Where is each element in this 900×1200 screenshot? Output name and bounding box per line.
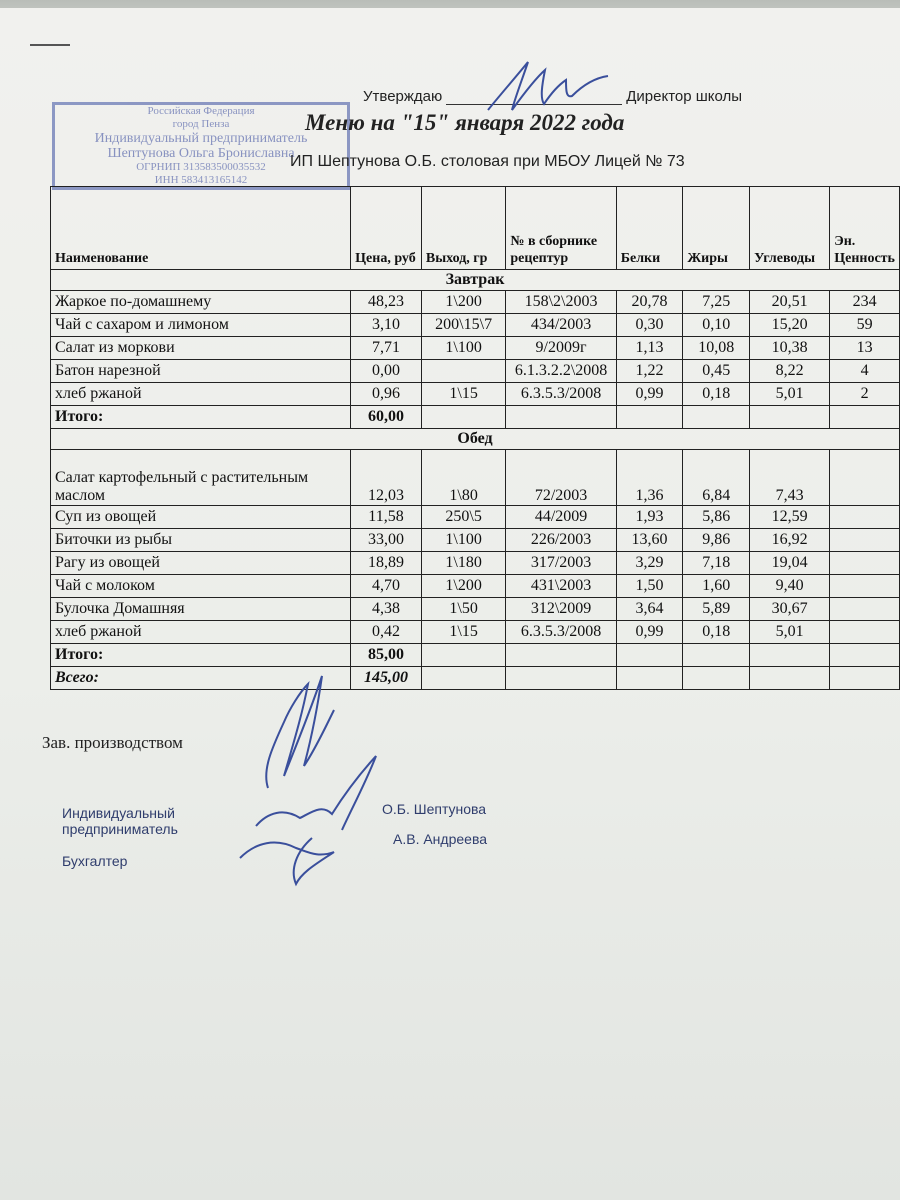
empty-cell xyxy=(830,667,900,690)
cell-fat: 5,89 xyxy=(683,598,750,621)
table-row xyxy=(51,383,900,406)
cell-name: Биточки из рыбы xyxy=(51,529,351,552)
cell-energy xyxy=(830,575,900,598)
section-label: Обед xyxy=(51,429,900,450)
empty-cell xyxy=(506,667,616,690)
stamp-line: Индивидуальный предприниматель xyxy=(94,131,308,146)
cell-fat: 0,18 xyxy=(683,383,750,406)
cell-name: Жаркое по-домашнему xyxy=(51,291,351,314)
total-value: 60,00 xyxy=(351,406,422,429)
cell-recipe: 317/2003 xyxy=(506,552,616,575)
header-yield: Выход, гр xyxy=(421,187,506,270)
cell-protein: 13,60 xyxy=(616,529,683,552)
cell-energy xyxy=(830,506,900,529)
cell-carbs: 19,04 xyxy=(750,552,830,575)
header-protein: Белки xyxy=(616,187,683,270)
accountant-name: А.В. Андреева xyxy=(393,831,488,847)
cell-fat: 9,86 xyxy=(683,529,750,552)
empty-cell xyxy=(506,406,616,429)
margin-mark xyxy=(30,44,70,46)
cell-energy xyxy=(830,529,900,552)
cell-energy xyxy=(830,552,900,575)
cell-recipe: 6.3.5.3/2008 xyxy=(506,383,616,406)
approval-line xyxy=(363,88,742,105)
cell-energy: 4 xyxy=(830,360,900,383)
empty-cell xyxy=(830,644,900,667)
cell-fat: 0,45 xyxy=(683,360,750,383)
cell-recipe: 226/2003 xyxy=(506,529,616,552)
total-row-lunch xyxy=(51,644,900,667)
cell-recipe: 6.3.5.3/2008 xyxy=(506,621,616,644)
cell-yield: 1\15 xyxy=(421,621,506,644)
cell-protein: 20,78 xyxy=(616,291,683,314)
cell-energy: 13 xyxy=(830,337,900,360)
cell-yield: 250\5 xyxy=(421,506,506,529)
cell-price: 0,96 xyxy=(351,383,422,406)
approve-label: Утверждаю xyxy=(363,88,443,105)
cell-recipe: 434/2003 xyxy=(506,314,616,337)
cell-price: 0,00 xyxy=(351,360,422,383)
menu-table xyxy=(50,186,900,690)
cell-name: хлеб ржаной xyxy=(51,383,351,406)
empty-cell xyxy=(750,667,830,690)
cell-name: Чай с сахаром и лимоном xyxy=(51,314,351,337)
table-row xyxy=(51,575,900,598)
cell-protein: 1,50 xyxy=(616,575,683,598)
empty-cell xyxy=(421,406,506,429)
header-fat: Жиры xyxy=(683,187,750,270)
table-row xyxy=(51,621,900,644)
stamp-line: ИНН 583413165142 xyxy=(154,174,248,186)
cell-price: 0,42 xyxy=(351,621,422,644)
table-row xyxy=(51,337,900,360)
cell-price: 33,00 xyxy=(351,529,422,552)
cell-price: 12,03 xyxy=(351,450,422,506)
header-recipe: № в сборнике рецептур xyxy=(506,187,616,270)
cell-price: 18,89 xyxy=(351,552,422,575)
cell-protein: 0,99 xyxy=(616,621,683,644)
entrepreneur-label: предприниматель xyxy=(62,821,178,837)
cell-energy: 234 xyxy=(830,291,900,314)
page-title: Меню на "15" января 2022 года xyxy=(305,110,625,135)
grand-total-row xyxy=(51,667,900,690)
cell-yield: 1\200 xyxy=(421,575,506,598)
cell-recipe: 72/2003 xyxy=(506,450,616,506)
cell-protein: 1,22 xyxy=(616,360,683,383)
cell-carbs: 16,92 xyxy=(750,529,830,552)
approve-role: Директор школы xyxy=(626,88,743,105)
empty-cell xyxy=(421,644,506,667)
cell-carbs: 12,59 xyxy=(750,506,830,529)
cell-price: 7,71 xyxy=(351,337,422,360)
total-row-breakfast xyxy=(51,406,900,429)
cell-protein: 0,99 xyxy=(616,383,683,406)
cell-carbs: 8,22 xyxy=(750,360,830,383)
table-row xyxy=(51,552,900,575)
table-row xyxy=(51,450,900,506)
page-subtitle: ИП Шептунова О.Б. столовая при МБОУ Лицей № 73 xyxy=(290,153,685,170)
cell-carbs: 15,20 xyxy=(750,314,830,337)
total-label: Всего: xyxy=(51,667,351,690)
cell-price: 11,58 xyxy=(351,506,422,529)
cell-recipe: 9/2009г xyxy=(506,337,616,360)
cell-carbs: 20,51 xyxy=(750,291,830,314)
cell-price: 3,10 xyxy=(351,314,422,337)
cell-fat: 7,25 xyxy=(683,291,750,314)
empty-cell xyxy=(683,667,750,690)
empty-cell xyxy=(616,644,683,667)
header-energy: Эн. Ценность xyxy=(830,187,900,270)
cell-energy: 59 xyxy=(830,314,900,337)
cell-carbs: 5,01 xyxy=(750,383,830,406)
stamp-line: ОГРНИП 313583500035532 xyxy=(136,161,266,173)
signature-line xyxy=(446,104,622,105)
empty-cell xyxy=(683,406,750,429)
header-price: Цена, руб xyxy=(351,187,422,270)
cell-protein: 1,36 xyxy=(616,450,683,506)
empty-cell xyxy=(506,644,616,667)
entrepreneur-label: Индивидуальный xyxy=(62,805,175,821)
empty-cell xyxy=(683,644,750,667)
cell-carbs: 30,67 xyxy=(750,598,830,621)
table-row xyxy=(51,291,900,314)
table-row xyxy=(51,314,900,337)
cell-yield: 200\15\7 xyxy=(421,314,506,337)
cell-yield: 1\50 xyxy=(421,598,506,621)
cell-fat: 1,60 xyxy=(683,575,750,598)
table-row xyxy=(51,360,900,383)
cell-name: Салат картофельный с растительным маслом xyxy=(51,450,351,506)
cell-energy xyxy=(830,450,900,506)
cell-yield: 1\100 xyxy=(421,529,506,552)
header-carbs: Углеводы xyxy=(750,187,830,270)
cell-yield: 1\80 xyxy=(421,450,506,506)
stamp-line: город Пенза xyxy=(172,118,230,130)
cell-energy xyxy=(830,621,900,644)
empty-cell xyxy=(830,406,900,429)
cell-carbs: 10,38 xyxy=(750,337,830,360)
cell-recipe: 431\2003 xyxy=(506,575,616,598)
table-body xyxy=(51,270,900,690)
header-name: Наименование xyxy=(51,187,351,270)
cell-yield: 1\15 xyxy=(421,383,506,406)
cell-price: 4,38 xyxy=(351,598,422,621)
empty-cell xyxy=(750,644,830,667)
table-row xyxy=(51,529,900,552)
cell-name: Рагу из овощей xyxy=(51,552,351,575)
stamp-line: Российская Федерация xyxy=(147,105,255,117)
cell-fat: 0,18 xyxy=(683,621,750,644)
cell-fat: 6,84 xyxy=(683,450,750,506)
total-label: Итого: xyxy=(51,644,351,667)
total-value: 145,00 xyxy=(351,667,422,690)
cell-protein: 1,93 xyxy=(616,506,683,529)
cell-price: 4,70 xyxy=(351,575,422,598)
cell-protein: 0,30 xyxy=(616,314,683,337)
cell-protein: 3,64 xyxy=(616,598,683,621)
cell-yield: 1\180 xyxy=(421,552,506,575)
section-label: Завтрак xyxy=(51,270,900,291)
cell-name: хлеб ржаной xyxy=(51,621,351,644)
cell-yield: 1\100 xyxy=(421,337,506,360)
cell-protein: 3,29 xyxy=(616,552,683,575)
table-row xyxy=(51,598,900,621)
empty-cell xyxy=(616,406,683,429)
cell-fat: 7,18 xyxy=(683,552,750,575)
cell-recipe: 44/2009 xyxy=(506,506,616,529)
section-row-breakfast xyxy=(51,270,900,291)
cell-protein: 1,13 xyxy=(616,337,683,360)
cell-name: Суп из овощей xyxy=(51,506,351,529)
cell-fat: 5,86 xyxy=(683,506,750,529)
cell-energy xyxy=(830,598,900,621)
stamp-line: Шептунова Ольга Брониславна xyxy=(107,146,295,161)
cell-name: Чай с молоком xyxy=(51,575,351,598)
cell-price: 48,23 xyxy=(351,291,422,314)
cell-name: Батон нарезной xyxy=(51,360,351,383)
cell-carbs: 9,40 xyxy=(750,575,830,598)
accountant-label: Бухгалтер xyxy=(62,853,128,869)
cell-recipe: 312\2009 xyxy=(506,598,616,621)
production-label: Зав. производством xyxy=(42,733,183,752)
table-header-row xyxy=(51,187,900,270)
cell-carbs: 7,43 xyxy=(750,450,830,506)
cell-fat: 10,08 xyxy=(683,337,750,360)
entrepreneur-name: О.Б. Шептунова xyxy=(382,801,487,817)
cell-yield xyxy=(421,360,506,383)
cell-name: Булочка Домашняя xyxy=(51,598,351,621)
cell-energy: 2 xyxy=(830,383,900,406)
cell-recipe: 6.1.3.2.2\2008 xyxy=(506,360,616,383)
cell-name: Салат из моркови xyxy=(51,337,351,360)
total-label: Итого: xyxy=(51,406,351,429)
cell-fat: 0,10 xyxy=(683,314,750,337)
empty-cell xyxy=(750,406,830,429)
table-row xyxy=(51,506,900,529)
empty-cell xyxy=(421,667,506,690)
section-row-lunch xyxy=(51,429,900,450)
cell-yield: 1\200 xyxy=(421,291,506,314)
cell-carbs: 5,01 xyxy=(750,621,830,644)
cell-recipe: 158\2\2003 xyxy=(506,291,616,314)
total-value: 85,00 xyxy=(351,644,422,667)
empty-cell xyxy=(616,667,683,690)
